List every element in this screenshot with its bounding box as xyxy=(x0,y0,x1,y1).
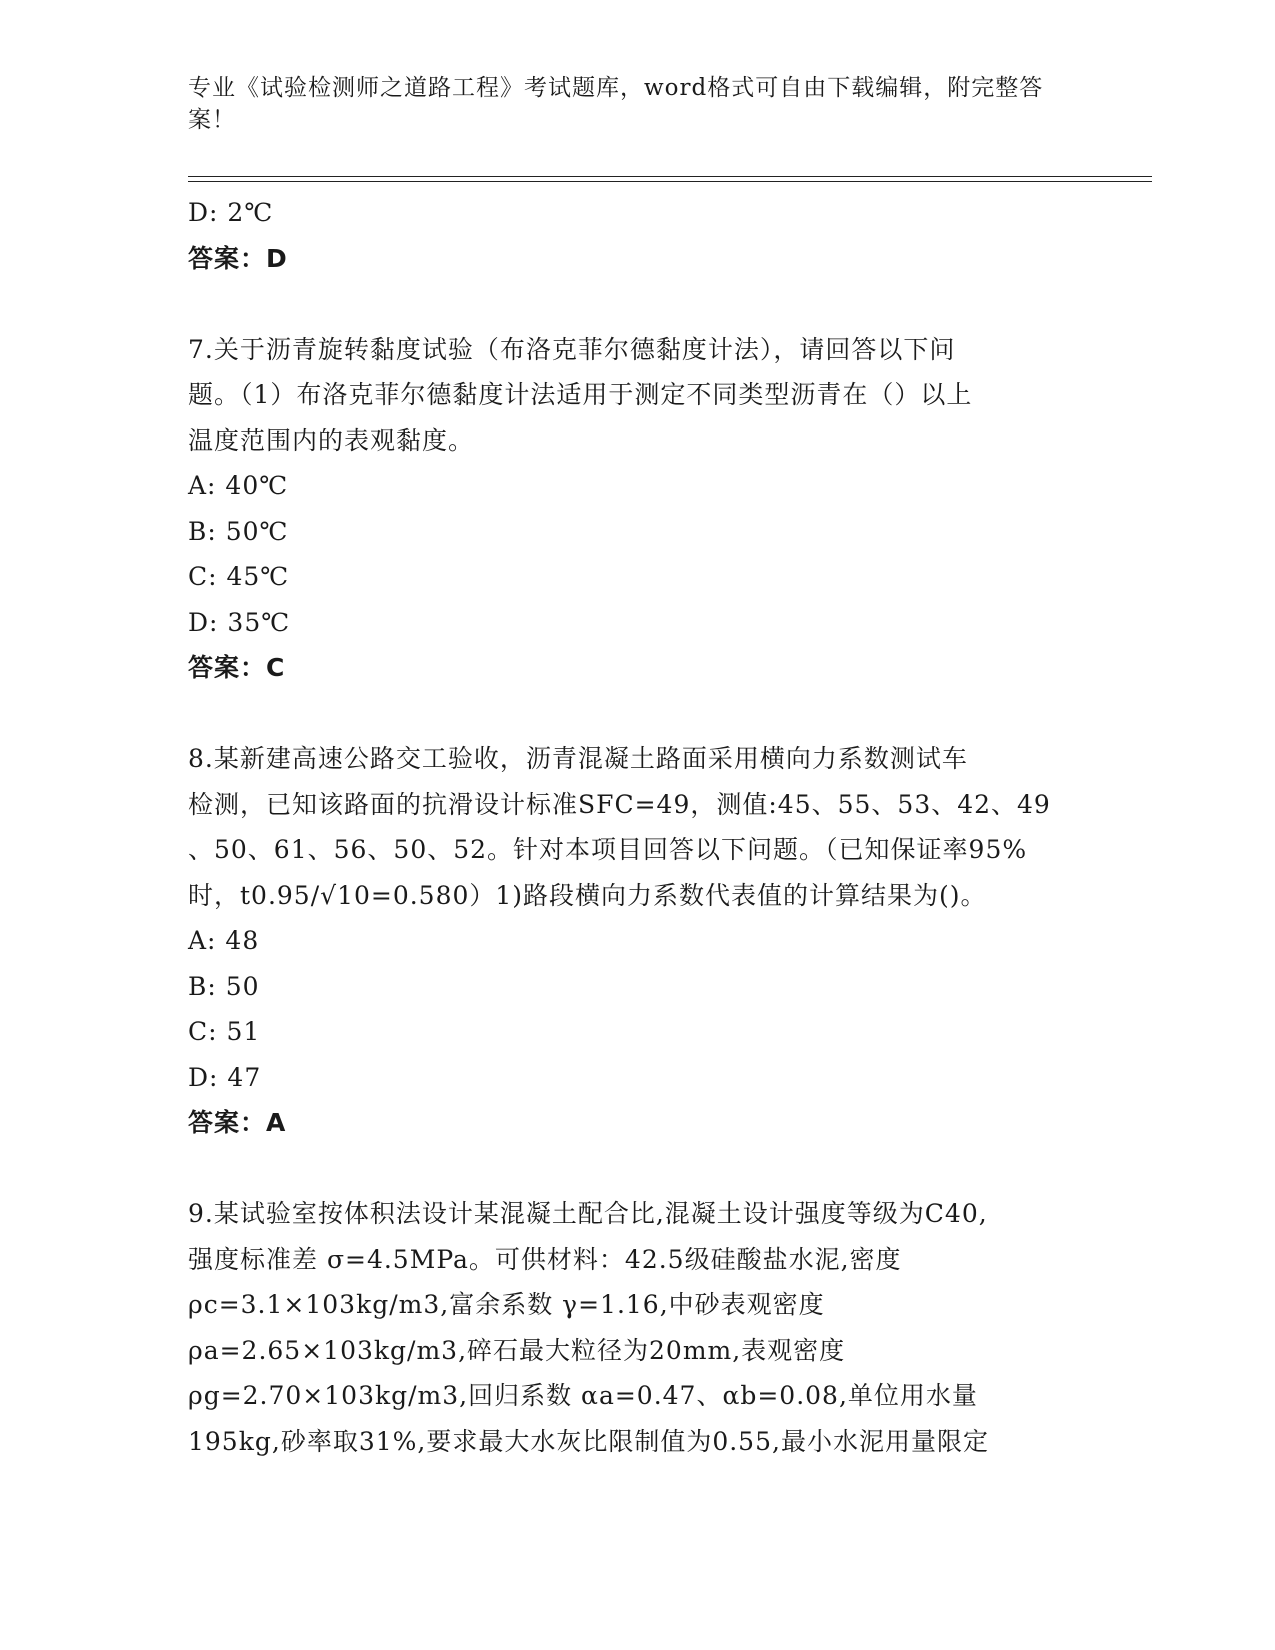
question-stem-line: ρa=2.65×103kg/m3,碎石最大粒径为20mm,表观密度 xyxy=(188,1335,846,1365)
question-9 xyxy=(188,1191,1088,1464)
option-c: C: 45℃ xyxy=(188,562,290,591)
answer-line: 答案：D xyxy=(188,243,288,273)
answer-line: 答案：C xyxy=(188,653,286,682)
question-6-tail xyxy=(188,190,1088,281)
option-c: C: 51 xyxy=(188,1017,261,1046)
document-body xyxy=(188,190,1088,1464)
option-d: D: 35℃ xyxy=(188,607,291,637)
question-stem-line: 9.某试验室按体积法设计某混凝土配合比,混凝土设计强度等级为C40, xyxy=(188,1199,988,1228)
question-stem-line: 195kg,砂率取31%,要求最大水灰比限制值为0.55,最小水泥用量限定 xyxy=(188,1426,989,1456)
question-stem-line: 强度标准差 σ=4.5MPa。可供材料：42.5级硅酸盐水泥,密度 xyxy=(188,1244,902,1274)
header-divider-top xyxy=(188,176,1152,177)
question-stem-line: ρg=2.70×103kg/m3,回归系数 αa=0.47、αb=0.08,单位用水量 xyxy=(188,1381,978,1410)
question-stem-line: 题。（1）布洛克菲尔德黏度计法适用于测定不同类型沥青在（）以上 xyxy=(188,380,973,409)
question-stem-line: 、50、61、56、50、52。针对本项目回答以下问题。（已知保证率95% xyxy=(188,835,1028,864)
option-a: A: 48 xyxy=(188,926,260,955)
question-7 xyxy=(188,327,1088,691)
question-stem-line: 温度范围内的表观黏度。 xyxy=(188,425,475,455)
option-d: D: 47 xyxy=(188,1062,262,1092)
option-d: D: 2℃ xyxy=(188,198,274,227)
answer-line: 答案：A xyxy=(188,1108,287,1137)
page-header xyxy=(188,72,1088,136)
spacer xyxy=(188,281,1088,327)
header-line-1: 专业《试验检测师之道路工程》考试题库，word格式可自由下载编辑，附完整答 xyxy=(188,75,1044,101)
question-stem-line: 时，t0.95/√10=0.580）1)路段横向力系数代表值的计算结果为()。 xyxy=(188,880,987,910)
spacer xyxy=(188,691,1088,737)
question-stem-line: 7.关于沥青旋转黏度试验（布洛克菲尔德黏度计法），请回答以下问 xyxy=(188,334,956,364)
question-8 xyxy=(188,736,1088,1146)
question-stem-line: 检测，已知该路面的抗滑设计标准SFC=49，测值:45、55、53、42、49 xyxy=(188,789,1051,819)
question-stem-line: 8.某新建高速公路交工验收，沥青混凝土路面采用横向力系数测试车 xyxy=(188,744,968,773)
header-divider-bottom xyxy=(188,181,1152,182)
option-b: B: 50℃ xyxy=(188,516,289,546)
option-a: A: 40℃ xyxy=(188,471,289,500)
question-stem-line: ρc=3.1×103kg/m3,富余系数 γ=1.16,中砂表观密度 xyxy=(188,1290,825,1319)
header-line-2: 案！ xyxy=(188,107,236,133)
spacer xyxy=(188,1146,1088,1192)
option-b: B: 50 xyxy=(188,971,260,1001)
